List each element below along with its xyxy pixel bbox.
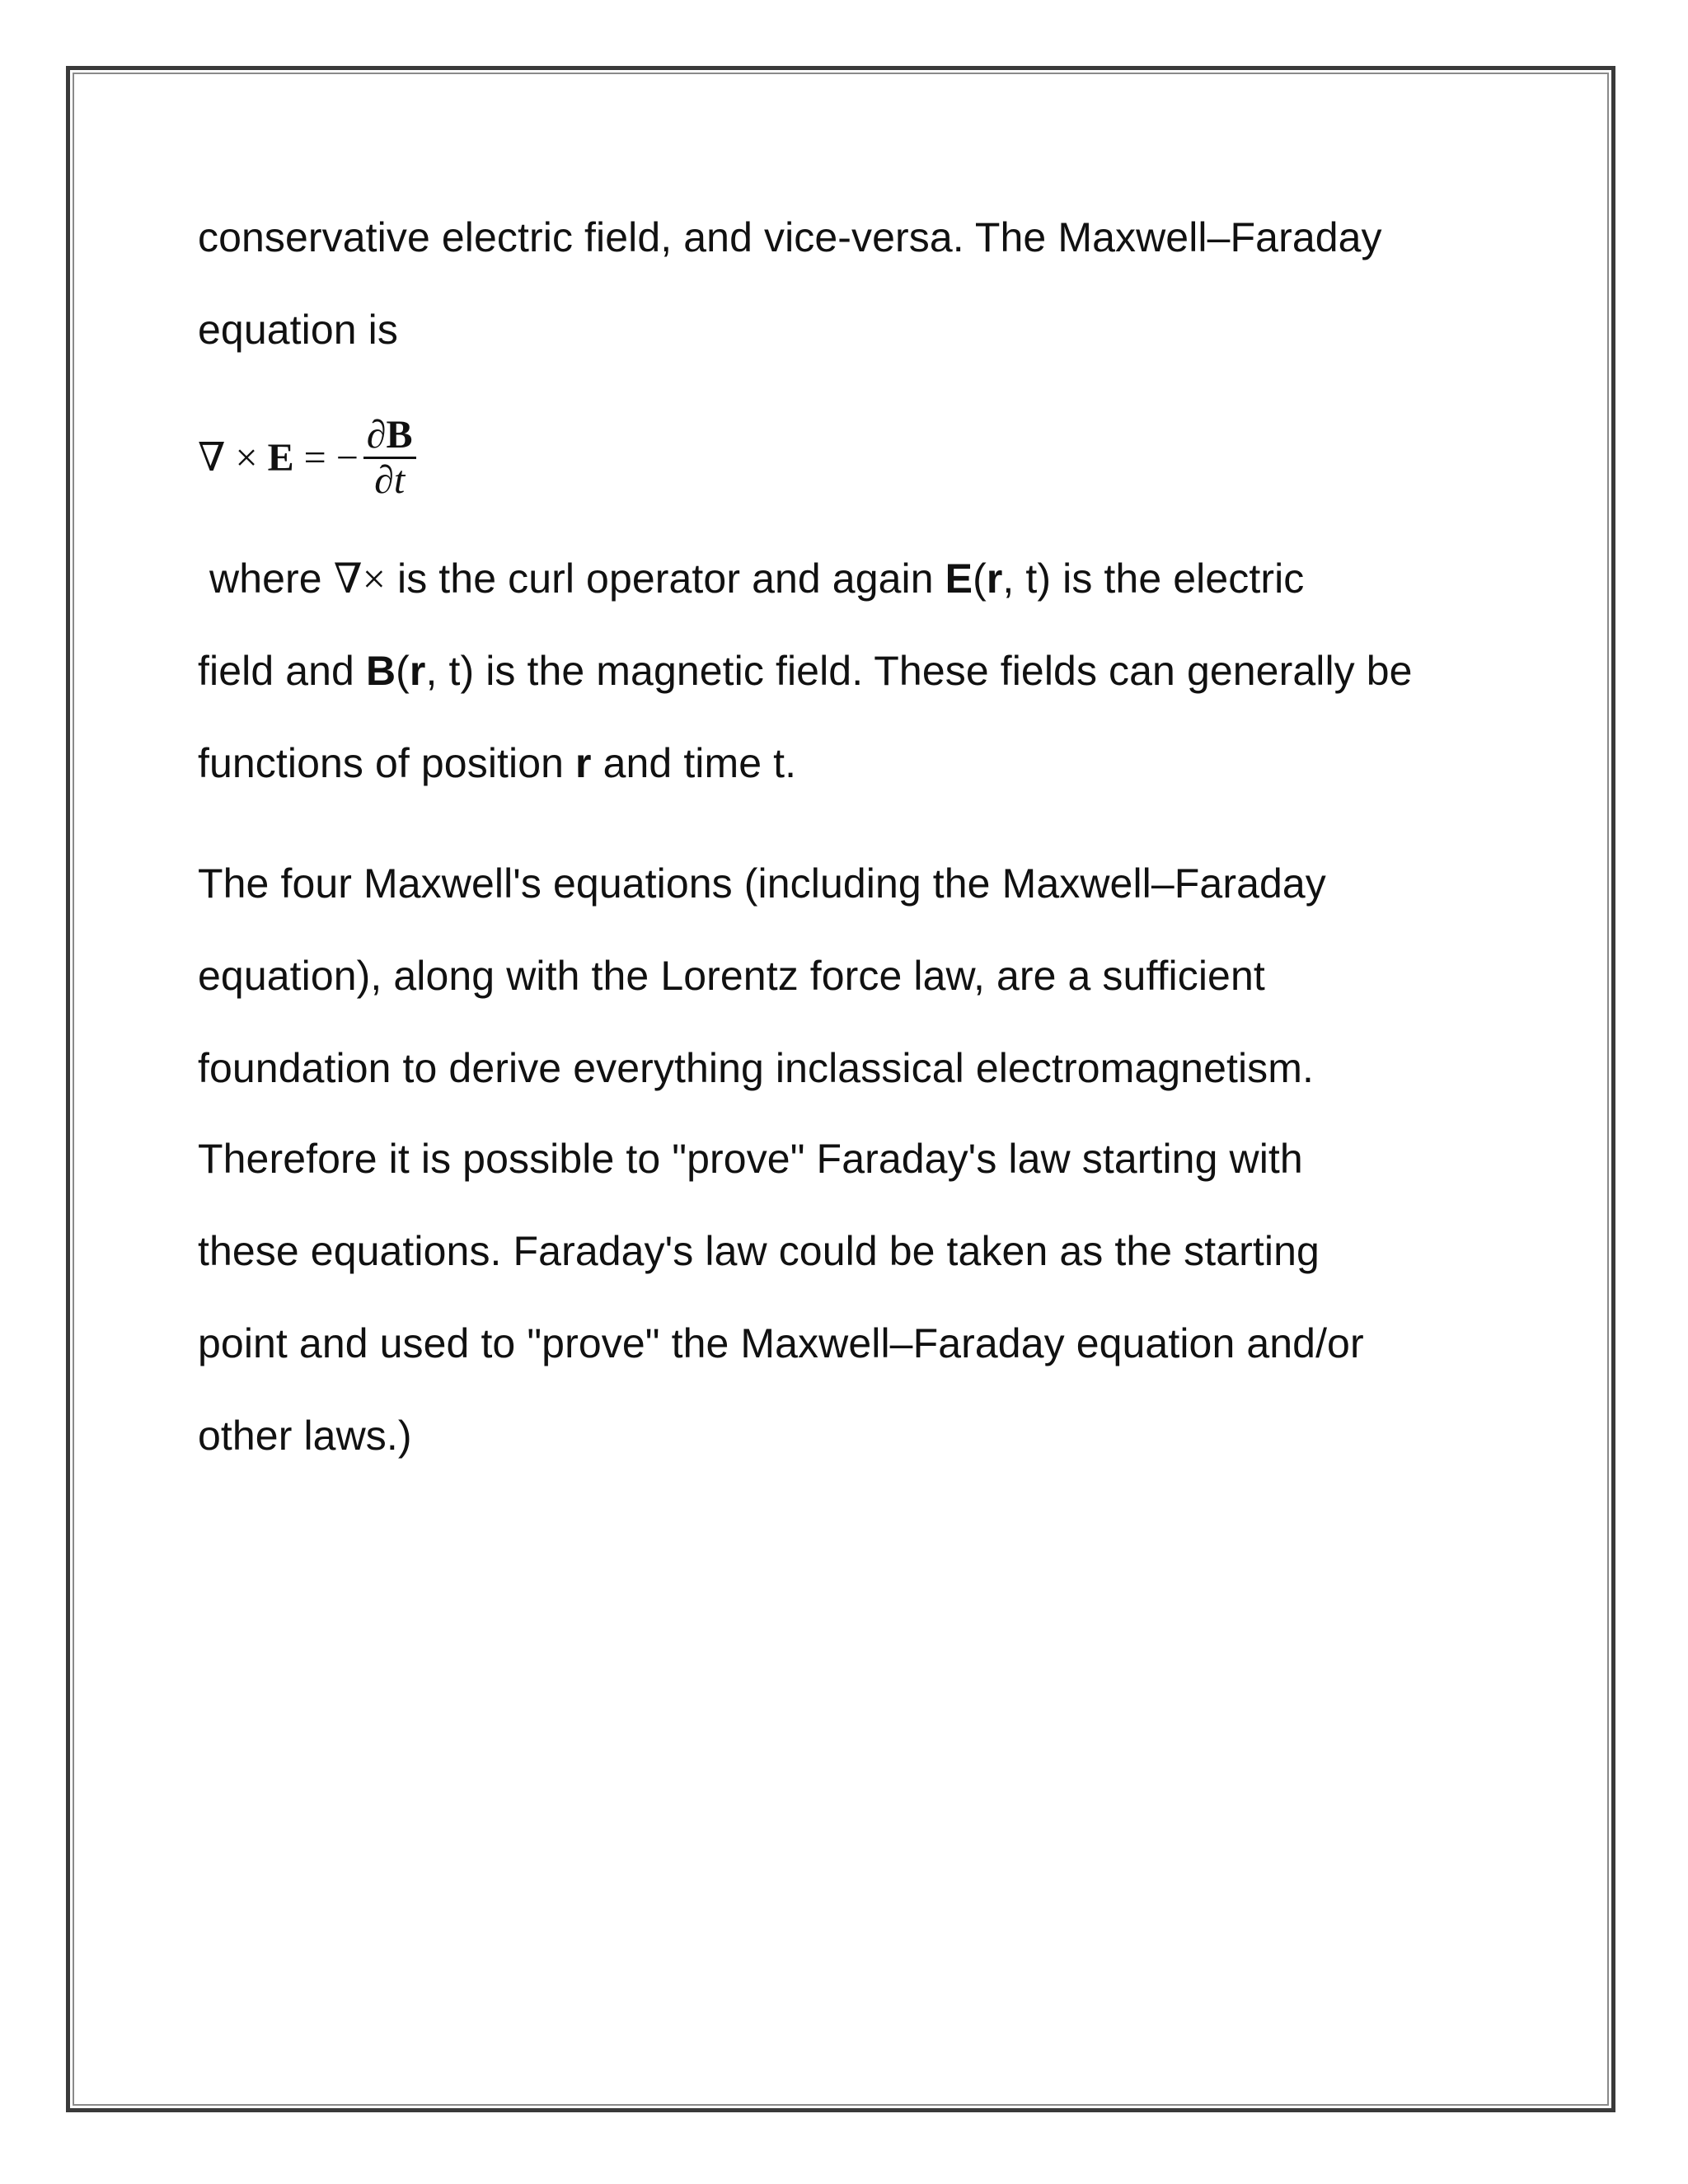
nabla-symbol: ∇ [198, 436, 226, 480]
cross-symbol: × [235, 435, 258, 480]
paragraph-3-line-1: The four Maxwell's equations (including the Maxwell–Faraday [198, 860, 1326, 907]
paragraph-2-line-1 [209, 554, 1304, 603]
paragraph-2-line-2 [198, 646, 1413, 696]
position-vector-label: r [409, 648, 426, 694]
text-segment: ( [396, 648, 410, 694]
paragraph-3-line-7: other laws.) [198, 1413, 412, 1459]
partial-derivative-fraction [363, 414, 416, 502]
text-segment: , t) is the magnetic field. These fields can generally be [425, 648, 1413, 694]
minus-symbol: − [335, 435, 359, 480]
curl-operator-symbol: ∇× [333, 555, 386, 602]
text-segment: where [209, 555, 334, 602]
electric-field-symbol: E [267, 435, 294, 480]
paragraph-3-line-5: these equations. Faraday's law could be taken as the starting [198, 1228, 1320, 1274]
magnetic-field-label: B [365, 648, 396, 694]
electric-field-label: E [945, 555, 973, 602]
text-segment: is the curl operator and again [386, 555, 945, 602]
text-segment: functions of position [198, 740, 576, 786]
paragraph-3-line-2: equation), along with the Lorentz force law, are a sufficient [198, 953, 1265, 999]
paragraph-3-line-3: foundation to derive everything inclassical electromagnetism. [198, 1045, 1315, 1091]
fraction-numerator: ∂B [366, 412, 413, 457]
text-segment: , t) is the electric [1002, 555, 1305, 602]
paragraph-3-line-4: Therefore it is possible to "prove" Faraday's law starting with [198, 1136, 1303, 1182]
position-vector-label: r [986, 555, 1003, 602]
paragraph-1-line-1: conservative electric field, and vice-versa. The Maxwell–Faraday [198, 214, 1382, 260]
paragraph-3-line-6: point and used to "prove" the Maxwell–Faraday equation and/or [198, 1320, 1364, 1366]
fraction-denominator: ∂t [374, 457, 406, 502]
paragraph-1-line-2: equation is [198, 307, 398, 353]
paragraph-2-line-3 [198, 738, 796, 788]
text-segment: ( [973, 555, 987, 602]
equals-symbol: = [303, 435, 326, 480]
position-vector-label: r [575, 740, 592, 786]
text-segment: and time t. [591, 740, 797, 786]
text-segment: field and [198, 648, 366, 694]
maxwell-faraday-equation [198, 404, 416, 511]
